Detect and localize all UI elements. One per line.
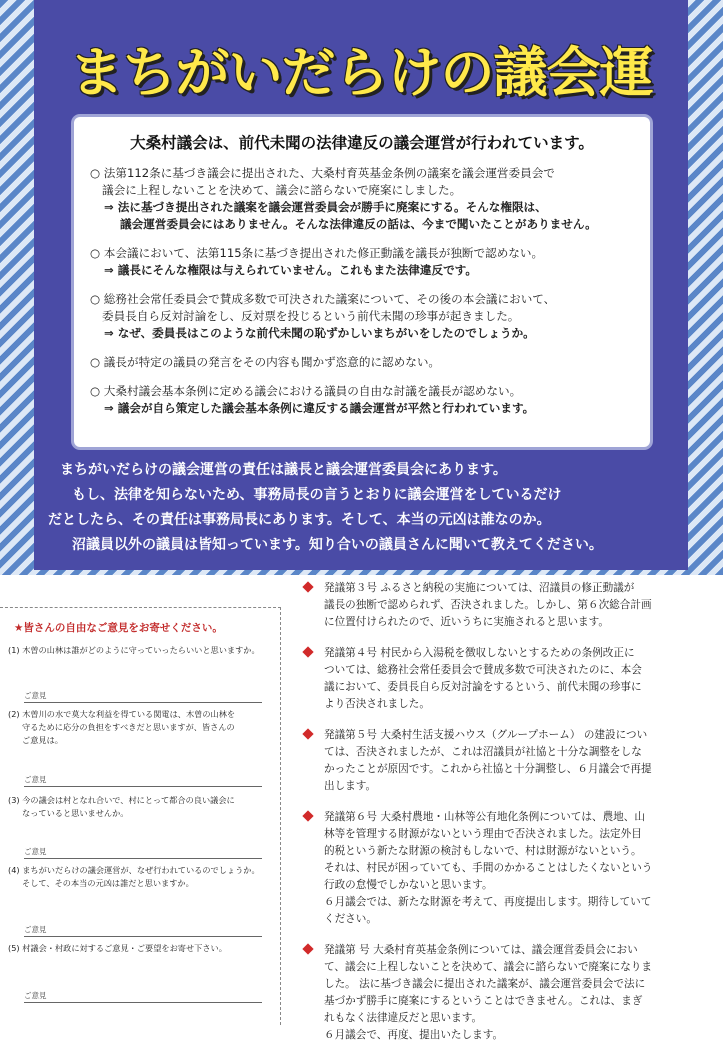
answer-line-2[interactable]: ご意見: [24, 774, 262, 787]
violation-item: ○ 本会議において、法第115条に基づき提出された修正動議を議長が独断で認めない。 ⇒ 議長にそんな権限は与えられていません。これもまた法律違反です。: [90, 246, 544, 277]
motion-notes: [300, 580, 706, 1058]
diamond-bullet-icon: [302, 646, 313, 657]
violations-box: [74, 117, 650, 447]
note-item: 発議第３号 ふるさと納税の実施については、沼議員の修正動議が 議長の独断で認められず、否決されました。しかし、第６次総合計画 に位置付けられたので、近いうちに実施されると思います。: [300, 580, 706, 631]
violation-item: ○ 大桑村議会基本条例に定める議会における議員の自由な討議を議長が認めない。 ⇒ 議会が自ら策定した議会基本条例に違反する議会運営が平然と行われています。: [90, 384, 535, 415]
note-item: 発議第６号 大桑村農地・山林等公有地化条例については、農地、山 林等を管理する財源がないという理由で否決されました。法定外目 的税という新たな財源の検討もしないで、村は財源がないという。 それは、村民が困っていても、手間のかかることはしたくないという 行政の怠慢でしかないと思います。 ６月議会では、新たな財源を考えて、再度提出します。期待していて ください。: [300, 809, 706, 928]
note-item: 発議第５号 大桑村生活支援ハウス（グループホーム） の建設につい ては、否決されましたが、これは沼議員が社協と十分な調整をしな かったことが原因です。これから社協と十分調整し、６月議会で再提 出します。: [300, 727, 706, 795]
diamond-bullet-icon: [302, 943, 313, 954]
question-3: (3) 今の議会は村となれ合いで、村にとって都合の良い議会に なっていると思いませんか。: [8, 795, 235, 818]
violation-item: ○ 議長が特定の議員の発言をその内容も聞かず恣意的に認めない。: [90, 355, 441, 369]
question-4: (4) まちがいだらけの議会運営が、なぜ行われているのでしょうか。 そして、その本当の元凶は誰だと思いますか。: [8, 865, 260, 888]
page-title: まちがいだらけの議会運: [69, 41, 653, 104]
question-1: (1) 木曽の山林は誰がどのように守っていったらいいと思いますか。: [8, 645, 260, 655]
violations-list: [90, 165, 638, 429]
diamond-bullet-icon: [302, 581, 313, 592]
opinion-form: [0, 607, 281, 1025]
answer-line-4[interactable]: ご意見: [24, 924, 262, 937]
violations-heading: 大桑村議会は、前代未聞の法律違反の議会運営が行われています。: [130, 134, 594, 152]
violation-item: ○ 法第112条に基づき議会に提出された、大桑村育英基金条例の議案を議会運営委員会で 議会に上程しないことを決めて、議会に諮らないで廃案にしました。 ⇒ 法に基づき提出された議案を議会運営委員会が勝手に廃案にする。そんな権限は、 議会運営委員会にはありません。そんな法律違反の話は、今まで聞いたことがありません。: [90, 166, 597, 231]
note-item: 発議第４号 村民から入湯税を徴収しないとするための条例改正に ついては、総務社会常任委員会で賛成多数で可決されたのに、本会 議において、委員長自ら反対討論をするという、前代未聞の珍事に より否決されました。: [300, 645, 706, 713]
diamond-bullet-icon: [302, 810, 313, 821]
form-title: ★皆さんの自由なご意見をお寄せください。: [14, 622, 223, 634]
note-item: 発議第 号 大桑村育英基金条例については、議会運営委員会におい て、議会に上程しないことを決めて、議会に諮らないで廃案になりま した。 法に基づき議会に提出された議案が、議会運営委員会で法に 基づかず勝手に廃案にするということはできません。これは、まぎ れもなく法律違反だと思います。 ６月議会で、再度、提出いたします。: [300, 942, 706, 1044]
violation-item: ○ 総務社会常任委員会で賛成多数で可決された議案について、その後の本会議において、 委員長自ら反対討論をし、反対票を投じるという前代未聞の珍事が起きました。 ⇒ なぜ、委員長はこのような前代未聞の恥ずかしいまちがいをしたのでしょうか。: [90, 292, 556, 340]
question-2: (2) 木曽川の水で莫大な利益を得ている関電は、木曽の山林を 守るために応分の負担をすべきだと思いますが、皆さんの ご意見は。: [8, 709, 236, 745]
summary-text: まちがいだらけの議会運営の責任は議長と議会運営委員会にあります。 もし、法律を知らないため、事務局長の言うとおりに議会運営をしているだけ だとしたら、その責任は事務局長にあります。そして、本当の元凶は誰なのか。 沼議員以外の議員は皆知っています。知り合いの議員さんに聞いて教えてください。: [48, 462, 603, 553]
answer-line-1[interactable]: ご意見: [24, 690, 262, 703]
diamond-bullet-icon: [302, 728, 313, 739]
answer-line-5[interactable]: ご意見: [24, 990, 262, 1003]
question-5: (5) 村議会・村政に対するご意見・ご要望をお寄せ下さい。: [8, 943, 227, 953]
answer-line-3[interactable]: ご意見: [24, 846, 262, 859]
